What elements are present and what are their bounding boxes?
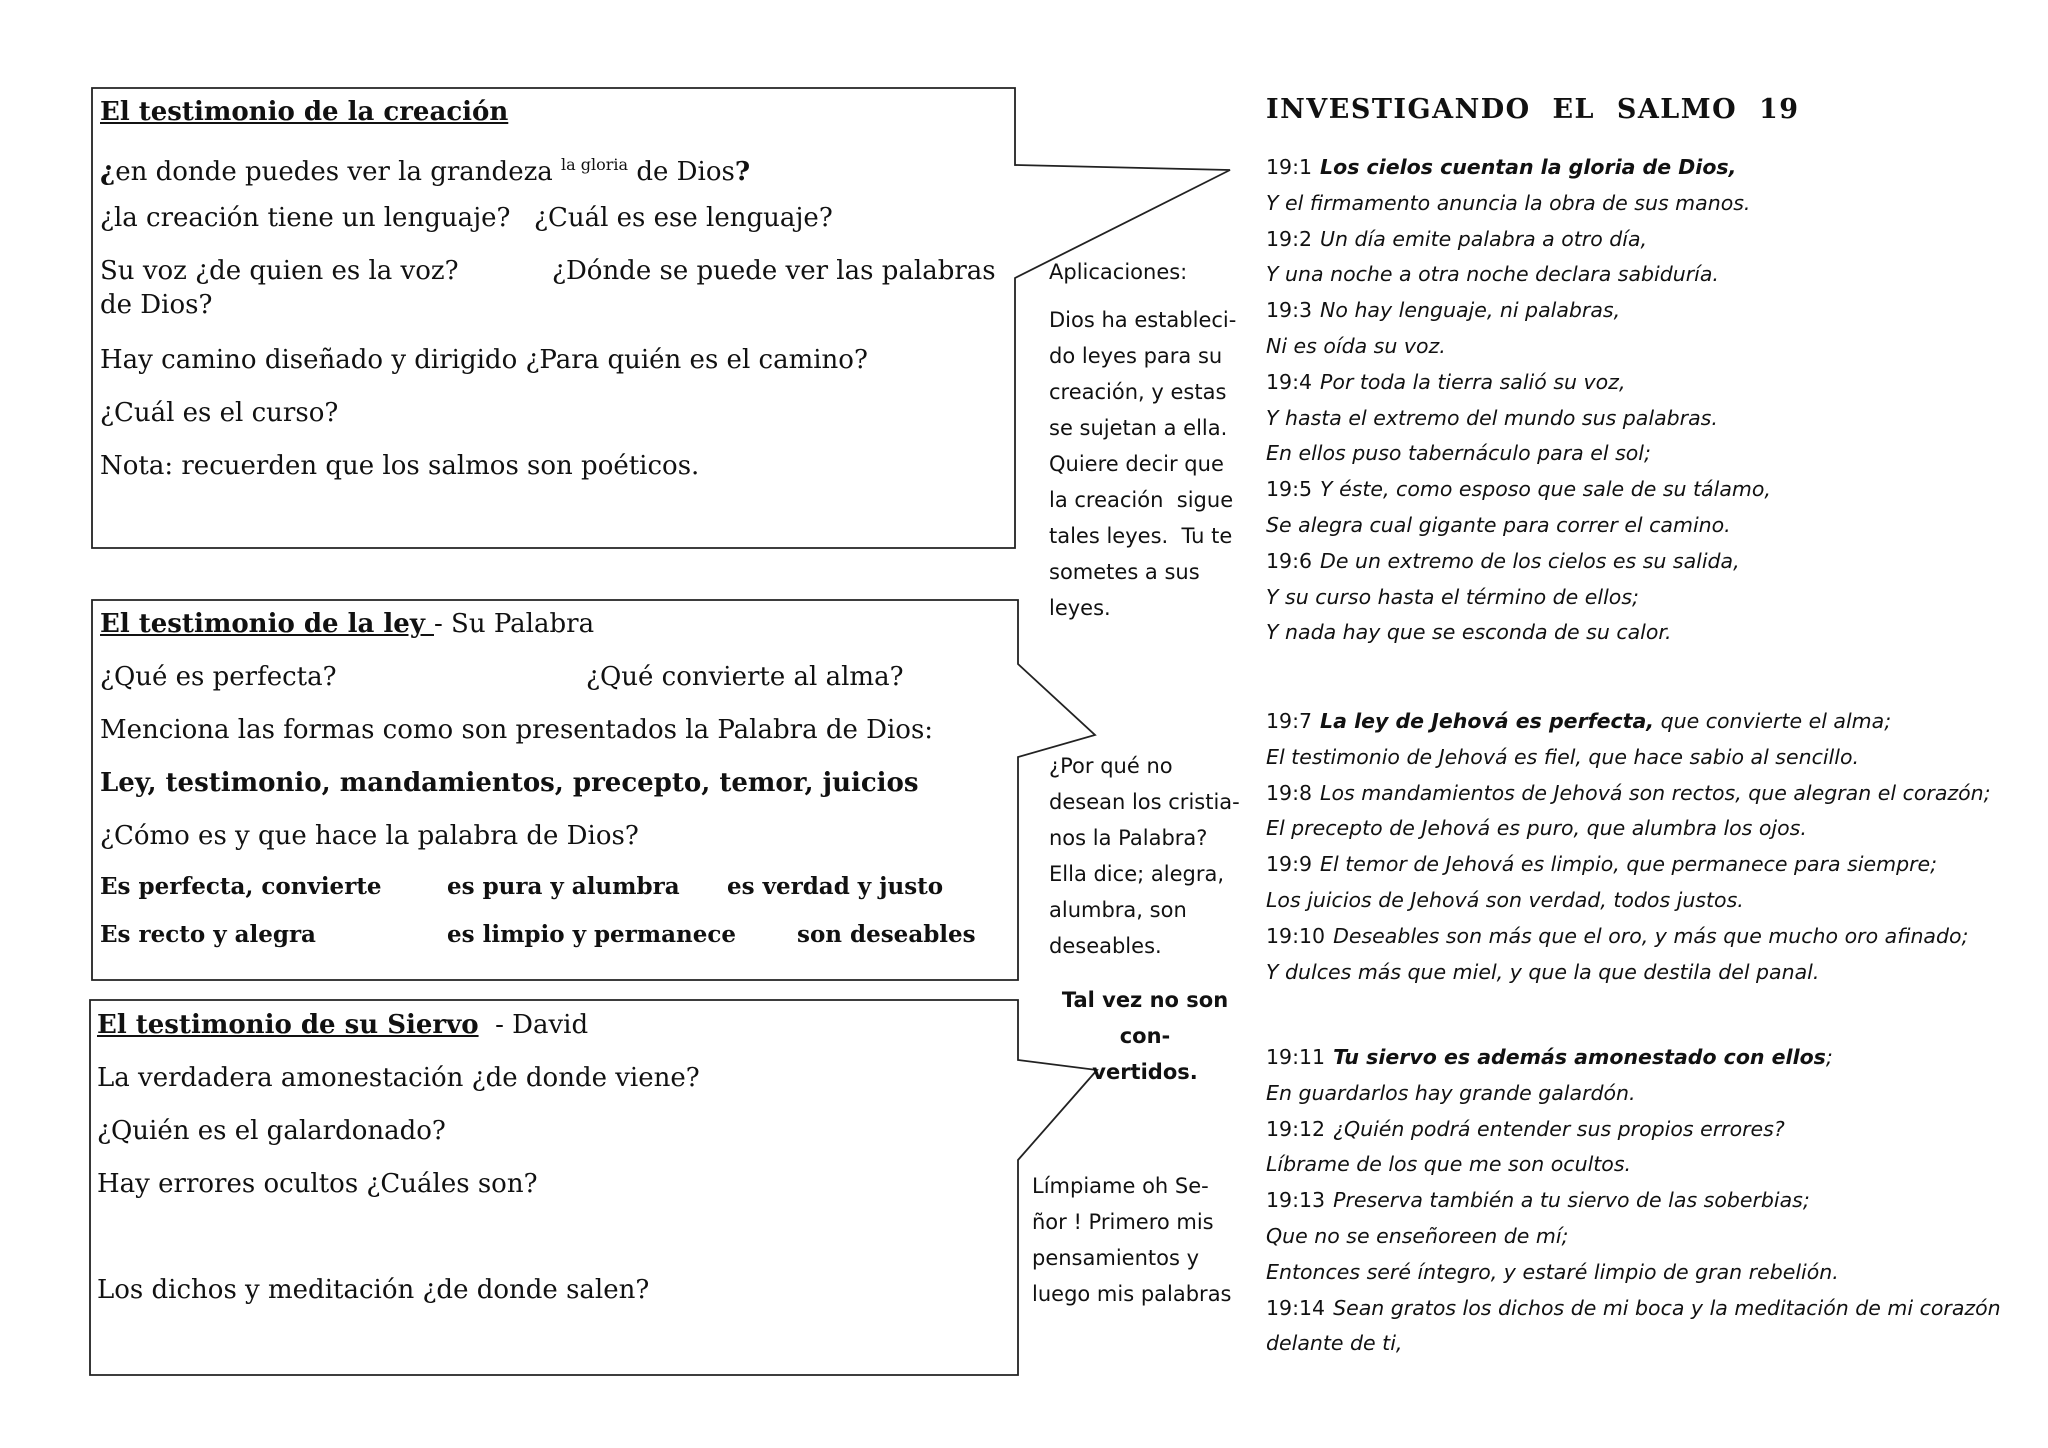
psalm-block-3 — [1266, 1040, 2001, 1362]
psalm-line: 19:7 La ley de Jehová es perfecta, que convierte el alma; — [1266, 709, 1892, 733]
psalm-line: 19:5 Y éste, como esposo que sale de su tálamo, — [1266, 477, 1771, 502]
creation-question-6: Hay camino diseñado y dirigido ¿Para quién es el camino? — [100, 345, 868, 375]
creation-heading: El testimonio de la creación — [100, 97, 509, 127]
side-note-why-bold: Tal vez no son con- vertidos. — [1061, 988, 1229, 1084]
law-answer-1: Es perfecta, convierte — [100, 873, 382, 900]
psalm-line: 19:8 Los mandamientos de Jehová son rectos, que alegran el corazón; — [1266, 780, 1991, 805]
psalm-line: Ni es oída su voz. — [1266, 333, 1446, 358]
creation-question-3: ¿Cuál es ese lenguaje? — [534, 203, 833, 233]
law-question-3: Menciona las formas como son presentados la Palabra de Dios: — [100, 715, 934, 745]
page-title: INVESTIGANDO EL SALMO 19 — [1266, 94, 1800, 125]
creation-question-7: ¿Cuál es el curso? — [100, 398, 339, 428]
law-question-4: ¿Cómo es y que hace la palabra de Dios? — [100, 821, 639, 851]
law-heading-row — [100, 607, 594, 641]
psalm-line: 19:3 No hay lenguaje, ni palabras, — [1266, 298, 1621, 323]
psalm-line: 19:14 Sean gratos los dichos de mi boca y la meditación de mi corazón — [1266, 1295, 2001, 1320]
psalm-line: Entonces seré íntegro, y estaré limpio de gran rebelión. — [1266, 1259, 1839, 1284]
psalm-line: En guardarlos hay grande galardón. — [1266, 1080, 1636, 1105]
servant-question-1: La verdadera amonestación ¿de donde viene? — [97, 1063, 700, 1093]
psalm-line: Y nada hay que se esconda de su calor. — [1266, 620, 1672, 645]
psalm-line: El testimonio de Jehová es fiel, que hace sabio al sencillo. — [1266, 744, 1859, 769]
psalm-line: Y una noche a otra noche declara sabiduría. — [1266, 262, 1719, 287]
servant-question-3: Hay errores ocultos ¿Cuáles son? — [97, 1169, 538, 1199]
law-answer-2: es pura y alumbra — [447, 873, 680, 900]
psalm-line: Líbrame de los que me son ocultos. — [1266, 1152, 1632, 1177]
psalm-line: 19:4 Por toda la tierra salió su voz, — [1266, 369, 1626, 394]
psalm-line: El precepto de Jehová es puro, que alumbra los ojos. — [1266, 816, 1807, 841]
psalm-line: Que no se enseñoreen de mí; — [1266, 1223, 1569, 1248]
psalm-line: Los juicios de Jehová son verdad, todos justos. — [1266, 887, 1744, 912]
law-subheading: - Su Palabra — [433, 609, 595, 639]
law-question-2: ¿Qué convierte al alma? — [586, 662, 904, 692]
psalm-line: 19:10 Deseables son más que el oro, y más que mucho oro afinado; — [1266, 923, 1969, 948]
psalm-line: 19:6 De un extremo de los cielos es su salida, — [1266, 548, 1740, 573]
law-answer-6: son deseables — [797, 921, 976, 948]
creation-question-2: ¿la creación tiene un lenguaje? — [100, 203, 511, 233]
servant-question-4: Los dichos y meditación ¿de donde salen? — [97, 1275, 650, 1305]
psalm-line: Y hasta el extremo del mundo sus palabras. — [1266, 405, 1718, 430]
psalm-line: En ellos puso tabernáculo para el sol; — [1266, 441, 1651, 466]
psalm-line: Y su curso hasta el término de ellos; — [1266, 584, 1639, 609]
law-answer-5: es limpio y permanece — [447, 921, 737, 948]
psalm-line: 19:9 El temor de Jehová es limpio, que permanece para siempre; — [1266, 852, 1938, 877]
side-note-prayer: Límpiame oh Se- ñor ! Primero mis pensamientos y luego mis palabras — [1032, 1174, 1232, 1306]
psalm-line: 19:1 Los cielos cuentan la gloria de Dios, — [1266, 155, 1737, 179]
servant-heading-row — [97, 1008, 588, 1042]
law-forms: Ley, testimonio, mandamientos, precepto, temor, juicios — [100, 768, 919, 798]
creation-note: Nota: recuerden que los salmos son poéticos. — [100, 451, 700, 481]
servant-heading: El testimonio de su Siervo — [97, 1010, 479, 1040]
side-note-applications: Aplicaciones: Dios ha estableci- do leyes para su creación, y estas se sujetan a ella. Quiere decir que la creación sigue tales leyes. Tu te sometes a sus leyes. — [1049, 254, 1236, 626]
side-note-why: ¿Por qué no desean los cristia- nos la Palabra? Ella dice; alegra, alumbra, son deseables. — [1049, 754, 1240, 958]
law-heading: El testimonio de la ley — [100, 609, 434, 639]
side-note-label: Aplicaciones: — [1049, 260, 1188, 284]
psalm-line: Y el firmamento anuncia la obra de sus manos. — [1266, 190, 1751, 215]
psalm-line: delante de ti, — [1266, 1331, 1403, 1356]
psalm-line: 19:11 Tu siervo es además amonestado con ellos; — [1266, 1045, 1833, 1069]
law-answer-4: Es recto y alegra — [100, 921, 316, 948]
creation-question-5: ¿Dónde se puede ver las palabras de Dios? — [100, 256, 996, 320]
psalm-line: 19:2 Un día emite palabra a otro día, — [1266, 226, 1648, 251]
law-question-1: ¿Qué es perfecta? — [100, 662, 337, 692]
psalm-line: Se alegra cual gigante para correr el camino. — [1266, 512, 1731, 537]
creation-question-1: ¿en donde puedes ver la grandeza $^{la gloria}$ de Dios? — [100, 155, 751, 187]
psalm-block-2 — [1266, 704, 1991, 990]
psalm-line: 19:13 Preserva también a tu siervo de las soberbias; — [1266, 1188, 1810, 1213]
creation-question-4: Su voz ¿de quien es la voz? — [100, 256, 459, 286]
law-answer-3: es verdad y justo — [727, 873, 944, 900]
psalm-line: Y dulces más que miel, y que la que destila del panal. — [1266, 959, 1820, 984]
servant-subheading: - David — [478, 1010, 589, 1040]
psalm-block-1 — [1266, 150, 1771, 651]
psalm-line: 19:12 ¿Quién podrá entender sus propios errores? — [1266, 1116, 1785, 1141]
servant-question-2: ¿Quién es el galardonado? — [97, 1116, 446, 1146]
